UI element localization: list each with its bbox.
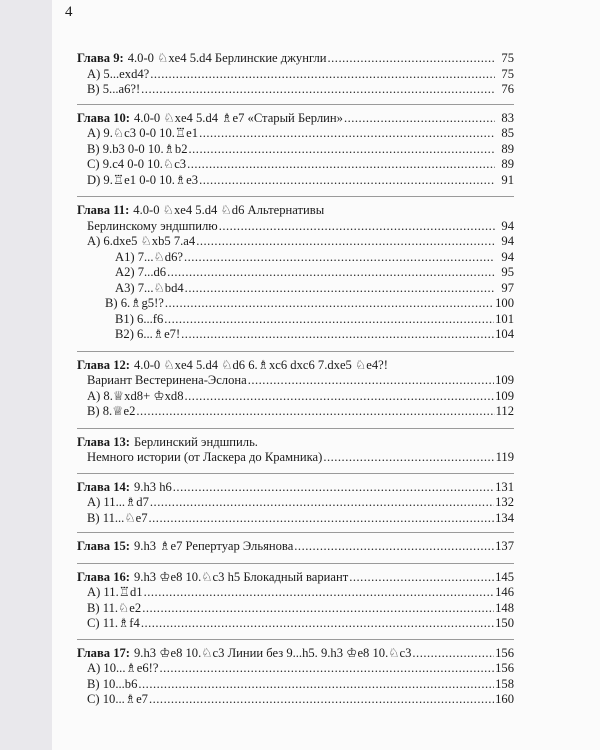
dot-leader (173, 480, 494, 496)
chapter-label: Глава 12: (77, 357, 130, 372)
entry-page-number: 109 (495, 373, 514, 387)
dot-leader (412, 646, 494, 662)
dot-leader (189, 142, 496, 158)
entry-text: A3) 7...♘bd4 (115, 280, 184, 295)
dot-leader (323, 450, 494, 466)
entry-page-number: 146 (495, 585, 514, 599)
chapter-label: Глава 13: (77, 434, 130, 449)
dot-leader (199, 173, 495, 189)
toc-entry[interactable] (77, 265, 514, 281)
toc-chapter (77, 639, 514, 714)
entry-page-number: 94 (501, 218, 514, 233)
entry-page-number: 91 (501, 172, 514, 187)
entry-page-number: 83 (501, 110, 514, 125)
entry-text: A) 10...♗e6!? (87, 661, 159, 675)
toc-chapter (77, 563, 514, 639)
toc-entry[interactable] (77, 601, 514, 617)
entry-text: Берлинский эндшпиль. (134, 434, 258, 449)
chapter-label: Глава 10: (77, 110, 130, 125)
toc-entry[interactable] (77, 677, 514, 693)
entry-text: B1) 6...f6 (115, 311, 164, 326)
entry-text: B) 8.♕e2 (87, 404, 136, 418)
entry-text: 9.h3 ♔e8 10.♘c3 Линии без 9...h5. 9.h3 ♔e8 10.♘c3 (134, 645, 412, 660)
dot-leader (349, 570, 494, 586)
dot-leader (184, 250, 495, 266)
toc-entry[interactable] (77, 234, 514, 250)
toc-chapter-heading[interactable] (77, 203, 514, 219)
toc-chapter (77, 351, 514, 428)
dot-leader (141, 82, 495, 98)
dot-leader (167, 265, 495, 281)
dot-leader (150, 67, 495, 83)
entry-page-number: 137 (495, 539, 514, 553)
toc-chapter (77, 51, 514, 104)
entry-text: A) 8.♕xd8+ ♔xd8 (87, 388, 184, 403)
entry-text: B) 9.b3 0-0 10.♗b2 (87, 141, 188, 156)
toc-entry[interactable] (77, 312, 514, 328)
entry-text: A) 9.♘c3 0-0 10.♖e1 (87, 126, 199, 140)
toc-chapter-heading[interactable] (77, 539, 514, 555)
toc-chapter-heading[interactable] (77, 435, 514, 451)
entry-text: 9.h3 h6 (134, 479, 172, 494)
toc-entry[interactable] (77, 616, 514, 632)
toc-entry[interactable] (77, 450, 514, 466)
dot-leader (187, 157, 495, 173)
toc-entry[interactable] (77, 142, 514, 158)
toc-chapter (77, 532, 514, 563)
entry-text: 4.0-0 ♘xe4 5.d4 ♘d6 Альтернативы (133, 203, 325, 217)
toc-chapter-heading[interactable] (77, 570, 514, 586)
entry-page-number: 134 (495, 510, 514, 525)
entry-text: A2) 7...d6 (115, 265, 167, 279)
entry-page-number: 156 (495, 645, 514, 660)
chapter-label: Глава 14: (77, 479, 130, 494)
dot-leader (196, 234, 495, 250)
toc-entry[interactable] (77, 692, 514, 708)
toc-chapter (77, 104, 514, 197)
entry-page-number: 150 (495, 616, 514, 630)
entry-page-number: 156 (495, 661, 514, 675)
entry-page-number: 75 (501, 66, 514, 81)
dot-leader (181, 327, 494, 343)
entry-page-number: 145 (495, 569, 514, 584)
chapter-label: Глава 15: (77, 539, 130, 553)
entry-text: B) 6.♗g5!? (105, 296, 164, 310)
entry-text: 4.0-0 ♘xe4 5.d4 Берлинские джунгли (127, 51, 327, 65)
toc-chapter-heading[interactable] (77, 480, 514, 496)
entry-page-number: 75 (501, 51, 514, 65)
entry-page-number: 112 (495, 404, 514, 418)
toc-chapter-heading[interactable] (77, 646, 514, 662)
page-number: 4 (65, 4, 73, 20)
entry-page-number: 94 (501, 234, 514, 248)
entry-page-number: 160 (495, 692, 514, 706)
entry-page-number: 132 (495, 495, 514, 509)
dot-leader (328, 51, 496, 67)
toc-entry[interactable] (77, 157, 514, 173)
toc-entry[interactable] (77, 585, 514, 601)
toc-entry[interactable] (77, 389, 514, 405)
entry-text: Берлинскому эндшпилю (87, 218, 218, 233)
entry-text: B) 11...♘e7 (87, 510, 148, 525)
toc-entry[interactable] (77, 511, 514, 527)
entry-text: A) 6.dxe5 ♘xb5 7.a4 (87, 234, 196, 248)
entry-text: A) 11...♗d7 (87, 495, 149, 509)
dot-leader (144, 585, 495, 601)
toc-entry[interactable] (77, 173, 514, 189)
entry-text: Вариант Вестеринена-Эслона (87, 373, 247, 387)
toc-chapter (77, 473, 514, 533)
entry-text: A) 11.♖d1 (87, 585, 143, 599)
toc-entry[interactable] (77, 250, 514, 266)
dot-leader (294, 539, 494, 555)
toc-entry[interactable] (77, 296, 514, 312)
entry-text: D) 9.♖e1 0-0 10.♗e3 (87, 172, 199, 187)
dot-leader (344, 111, 495, 127)
dot-leader (149, 692, 494, 708)
entry-page-number: 158 (495, 676, 514, 691)
entry-page-number: 104 (495, 327, 514, 341)
toc-entry[interactable] (77, 126, 514, 142)
chapter-label: Глава 16: (77, 569, 130, 584)
entry-page-number: 97 (501, 280, 514, 295)
entry-page-number: 89 (501, 141, 514, 156)
dot-leader (138, 677, 494, 693)
entry-page-number: 85 (501, 126, 514, 140)
entry-text: B) 5...a6?! (87, 82, 141, 96)
table-of-contents (77, 51, 514, 714)
entry-page-number: 94 (501, 249, 514, 264)
dot-leader (141, 616, 494, 632)
toc-entry[interactable] (77, 67, 514, 83)
toc-chapter-heading[interactable] (77, 358, 514, 374)
toc-entry[interactable] (77, 219, 514, 235)
dot-leader (185, 281, 495, 297)
entry-text: B) 11.♘e2 (87, 600, 142, 615)
toc-entry[interactable] (77, 404, 514, 420)
toc-entry[interactable] (77, 495, 514, 511)
toc-entry[interactable] (77, 82, 514, 98)
dot-leader (199, 126, 495, 142)
entry-text: C) 9.c4 0-0 10.♘c3 (87, 157, 187, 171)
toc-entry[interactable] (77, 661, 514, 677)
toc-entry[interactable] (77, 327, 514, 343)
entry-page-number: 131 (495, 479, 514, 494)
entry-page-number: 109 (495, 388, 514, 403)
dot-leader (150, 495, 494, 511)
entry-text: C) 10...♗e7 (87, 692, 148, 706)
entry-page-number: 119 (495, 450, 514, 464)
dot-leader (142, 601, 494, 617)
entry-text: 9.h3 ♔e8 10.♘c3 h5 Блокадный вариант (134, 569, 349, 584)
entry-text: B) 10...b6 (87, 676, 138, 691)
toc-chapter (77, 428, 514, 473)
entry-text: Немного истории (от Ласкера до Крамника) (87, 450, 323, 464)
entry-text: A1) 7...♘d6? (115, 249, 183, 264)
toc-chapter-heading[interactable] (77, 51, 514, 67)
dot-leader (159, 661, 494, 677)
entry-page-number: 95 (501, 265, 514, 279)
entry-page-number: 101 (495, 311, 514, 326)
entry-page-number: 89 (501, 157, 514, 171)
entry-text: B2) 6...♗e7! (115, 327, 181, 341)
entry-text: 9.h3 ♗e7 Репертуар Эльянова (134, 539, 294, 553)
entry-page-number: 76 (501, 82, 514, 96)
chapter-label: Глава 17: (77, 645, 130, 660)
dot-leader (165, 296, 494, 312)
toc-entry[interactable] (77, 281, 514, 297)
dot-leader (219, 219, 495, 235)
entry-text: C) 11.♗f4 (87, 616, 140, 630)
entry-text: 4.0-0 ♘xe4 5.d4 ♘d6 6.♗xc6 dxc6 7.dxe5 ♘e4?! (134, 357, 388, 372)
chapter-label: Глава 11: (77, 203, 130, 217)
entry-text: 4.0-0 ♘xe4 5.d4 ♗e7 «Старый Берлин» (134, 110, 343, 125)
entry-text: A) 5...exd4? (87, 66, 150, 81)
toc-chapter (77, 196, 514, 351)
dot-leader (149, 511, 495, 527)
dot-leader (248, 373, 494, 389)
dot-leader (136, 404, 494, 420)
entry-page-number: 148 (495, 600, 514, 615)
entry-page-number: 100 (495, 296, 514, 310)
chapter-label: Глава 9: (77, 51, 124, 65)
dot-leader (164, 312, 494, 328)
dot-leader (185, 389, 495, 405)
toc-chapter-heading[interactable] (77, 111, 514, 127)
toc-entry[interactable] (77, 373, 514, 389)
